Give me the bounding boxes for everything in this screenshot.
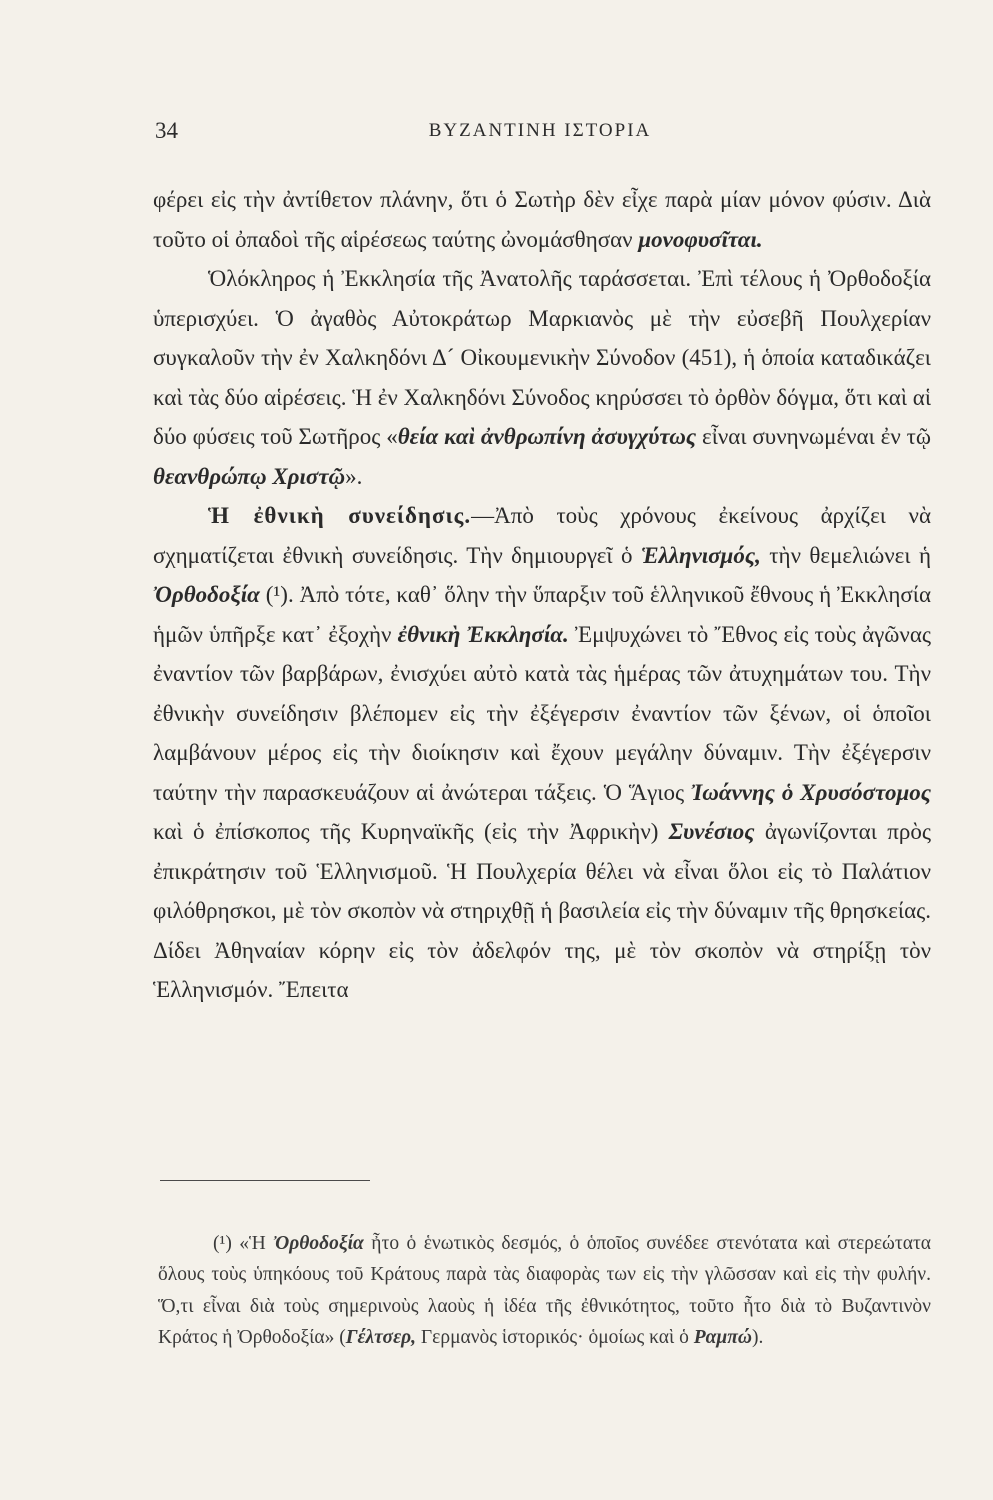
- term-monophysites: μονοφυσῖται.: [638, 226, 763, 252]
- emphasis-text: Ραμπώ: [693, 1327, 753, 1348]
- paragraph-text: —Ἀπὸ τοὺς χρόνους ἐκείνους ἀρχίζει νὰ σχηματίζεται ἐθνικὴ συνείδησις. Τὴν δημιουργεῖ ὁ: [153, 503, 932, 568]
- footnote-text: ἦτο ὁ ἑνωτικὸς δεσμός, ὁ ὁποῖος συνέδεε στενότατα καὶ στερεώτατα ὅλους τοὺς ὑπηκόους τοῦ Κράτους παρὰ τὰς διαφορὰς των εἰς τὴν γλῶσσαν καὶ εἰς τὴν φυλήν. Ὅ,τι εἶναι διὰ τοὺς σημερινοὺς λαοὺς ἡ ἰδέα τῆς ἐθνικότητος, τοῦτο ἦτο διὰ τὸ Βυζαντινὸν Κράτος ἡ Ὀρθοδοξία» (: [158, 1232, 932, 1348]
- footnote: [158, 1228, 931, 1354]
- paragraph-text: ἀγωνίζονται πρὸς ἐπικράτησιν τοῦ Ἑλληνισμοῦ. Ἡ Πουλχερία θέλει νὰ εἶναι ὅλοι εἰς τὸ Παλάτιον φιλόθρησκοι, μὲ τὸν σκοπὸν νὰ στηριχθῇ ἡ βασιλεία εἰς τὴν δύναμιν τῆς θρησκείας. Δίδει Ἀθηναίαν κόρην εἰς τὸν ἀδελφόν της, μὲ τὸν σκοπὸν νὰ στηρίξῃ τὸν Ἑλληνισμόν. Ἔπειτα: [153, 819, 931, 1002]
- footnote-separator: [160, 1180, 370, 1181]
- emphasis-text: θεία καὶ ἀνθρωπίνη ἀσυγχύτως: [397, 424, 697, 449]
- paragraph-text: εἶναι συνηνωμέναι ἐν τῷ: [696, 424, 931, 449]
- emphasis-text: Συνέσιος: [668, 819, 755, 844]
- emphasis-text: Ὀρθοδοξία: [153, 582, 260, 607]
- page-number: 34: [155, 118, 178, 143]
- emphasis-text: ἐθνικὴ Ἐκκλησία.: [397, 621, 569, 647]
- section-heading: Ἡ ἐθνικὴ συνείδησις.: [208, 503, 472, 528]
- paragraph-monophysites: [153, 180, 931, 259]
- paragraph-text: Ἐμψυχώνει τὸ Ἔθνος εἰς τοὺς ἀγῶνας ἐναντίον τῶν βαρβάρων, ἐνισχύει αὐτὸ κατὰ τὰς ἡμέρας τῶν ἀτυχημάτων του. Τὴν ἐθνικὴν συνείδησιν βλέπομεν εἰς τὴν ἐξέγερσιν ἐναντίον τῶν ξένων, οἱ ὁποῖοι λαμβάνουν μέρος εἰς τὴν διοίκησιν καὶ ἔχουν μεγάλην δύναμιν. Τὴν ἐξέγερσιν ταύτην τὴν παρασκευάζουν αἱ ἀνώτεραι τάξεις. Ὁ Ἅγιος: [153, 621, 931, 805]
- emphasis-text: θεανθρώπῳ Χριστῷ: [153, 463, 346, 489]
- paragraph-council-chalcedon: [153, 259, 931, 496]
- footnote-text: (¹) «Ἡ: [213, 1232, 274, 1254]
- paragraph-text: ».: [345, 463, 363, 489]
- footnote-text: Γερμανὸς ἱστορικός· ὁμοίως καὶ ὁ: [416, 1327, 694, 1348]
- emphasis-text: Ὀρθοδοξία: [273, 1232, 364, 1254]
- body-text: [153, 180, 931, 1010]
- paragraph-text: φέρει εἰς τὴν ἀντίθετον πλάνην, ὅτι ὁ Σωτὴρ δὲν εἶχε παρὰ μίαν μόνον φύσιν. Διὰ τοῦτο οἱ ὀπαδοὶ τῆς αἱρέσεως ταύτης ὠνομάσθησαν: [153, 187, 931, 252]
- paragraph-text: (¹). Ἀπὸ τότε, καθ᾽ ὅλην τὴν ὕπαρξιν τοῦ ἑλληνικοῦ ἔθνους ἡ Ἐκκλησία ἡμῶν ὑπῆρξε κατ᾽ ἐξοχὴν: [153, 582, 931, 647]
- running-title: ΒΥΖΑΝΤΙΝΗ ΙΣΤΟΡΙΑ: [428, 120, 652, 141]
- emphasis-text: Γέλτσερ,: [345, 1327, 416, 1348]
- emphasis-text: Ἰωάννης ὁ Χρυσόστομος: [691, 779, 931, 805]
- page-header: [155, 118, 925, 148]
- paragraph-text: Ὁλόκληρος ἡ Ἐκκλησία τῆς Ἀνατολῆς ταράσσεται. Ἐπὶ τέλους ἡ Ὀρθοδοξία ὑπερισχύει. Ὁ ἀγαθὸς Αὐτοκράτωρ Μαρκιανὸς μὲ τὴν εὐσεβῆ Πουλχερίαν συγκαλοῦν τὴν ἐν Χαλκηδόνι Δ´ Οἰκουμενικὴν Σύνοδον (451), ἡ ὁποία καταδικάζει καὶ τὰς δύο αἱρέσεις. Ἡ ἐν Χαλκηδόνι Σύνοδος κηρύσσει τὸ ὀρθὸν δόγμα, ὅτι καὶ αἱ δύο φύσεις τοῦ Σωτῆρος «: [153, 266, 932, 449]
- paragraph-text: καὶ ὁ ἐπίσκοπος τῆς Κυρηναϊκῆς (εἰς τὴν Ἀφρικὴν): [153, 819, 669, 844]
- footnote-text: ).: [752, 1327, 764, 1348]
- paragraph-text: τὴν θεμελιώνει ἡ: [760, 542, 931, 568]
- emphasis-text: Ἑλληνισμός,: [640, 542, 761, 568]
- paragraph-national-consciousness: [153, 496, 931, 1010]
